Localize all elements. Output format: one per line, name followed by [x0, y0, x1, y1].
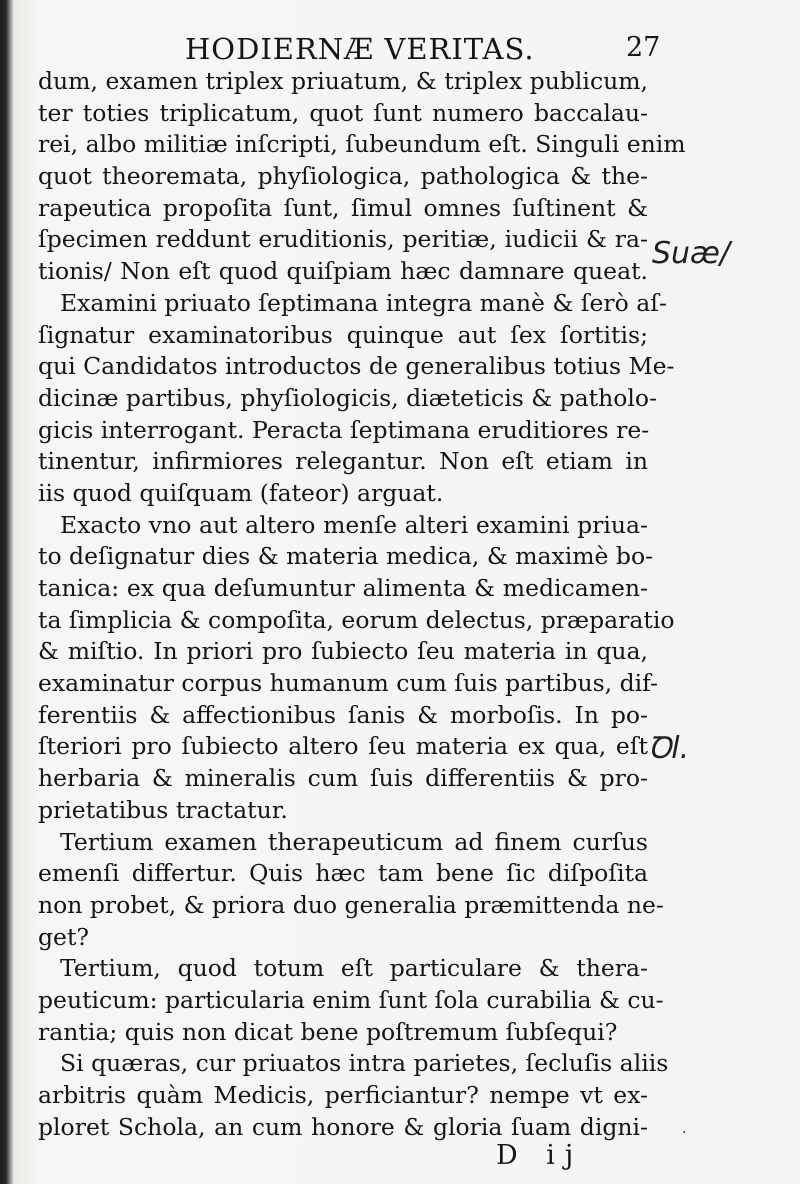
text-line: get? [38, 922, 89, 951]
text-line: emenſi differtur. Quis hæc tam bene ſic diſpoſita [38, 859, 648, 888]
text-line: peuticum: particularia enim ſunt ſola curabilia & cu- [38, 985, 664, 1014]
text-line: dicinæ partibus, phyſiologicis, diæteticis & patholo- [38, 383, 658, 412]
text-line: arbitris quàm Medicis, perficiantur? nempe vt ex- [38, 1081, 648, 1109]
text-line: examinatur corpus humanum cum ſuis partibus, dif- [38, 669, 658, 698]
text-line: ſignatur examinatoribus quinque aut ſex ſortitis; [38, 320, 648, 349]
text-line: gicis interrogant. Peracta ſeptimana eruditiores re- [38, 415, 650, 444]
text-line: ſteriori pro ſubiecto altero ſeu materia ex qua, eſt [38, 732, 648, 761]
text-line: to deſignatur dies & materia medica, & maximè bo- [38, 542, 654, 571]
margin-note-del: Ꝺl. [648, 731, 690, 766]
margin-note-sue: Suæ/ [652, 236, 731, 271]
text-line: herbaria & mineralis cum ſuis differentiis & pro- [38, 764, 648, 793]
signature-mark: D ij [496, 1140, 584, 1171]
page-number: 27 [626, 32, 661, 63]
text-line: non probet, & priora duo generalia præmittenda ne- [38, 890, 664, 919]
running-title: HODIERNÆ VERITAS. [185, 32, 535, 66]
text-line: dum, examen triplex priuatum, & triplex publicum, [38, 67, 648, 95]
text-line: ta ſimplicia & compoſita, eorum delectus, præparatio [38, 605, 675, 634]
text-line: tinentur, infirmiores relegantur. Non eſt etiam in [38, 447, 648, 476]
text-line: Tertium, quod totum eſt particulare & thera- [60, 954, 648, 983]
text-line: ferentiis & affectionibus ſanis & morboſis. In po- [38, 700, 648, 729]
text-line: tanica: ex qua deſumuntur alimenta & medicamen- [38, 574, 648, 602]
text-line: Tertium examen therapeuticum ad finem curſus [60, 827, 648, 856]
text-line: tionis/ Non eſt quod quiſpiam hæc damnare queat. [38, 257, 648, 286]
text-line: ter toties triplicatum, quot ſunt numero baccalau- [38, 98, 648, 127]
page-header [0, 30, 800, 66]
text-line: Exacto vno aut altero menſe alteri examini priua- [60, 510, 648, 539]
text-line: qui Candidatos introductos de generalibus totius Me- [38, 352, 675, 381]
text-line: prietatibus tractatur. [38, 795, 288, 824]
text-line: ſpecimen reddunt eruditionis, peritiæ, iudicii & ra- [38, 225, 648, 254]
text-line: rapeutica propoſita ſunt, ſimul omnes ſuſtinent & [38, 193, 648, 222]
text-line: ploret Schola, an cum honore & gloria ſuam digni- [38, 1112, 648, 1141]
text-line: Examini priuato ſeptimana integra manè & ſerò aſ- [60, 288, 667, 317]
text-line: rei, albo militiæ inſcripti, ſubeundum eſt. Singuli enim [38, 130, 686, 159]
text-line: iis quod quiſquam (fateor) arguat. [38, 478, 444, 507]
text-line: quot theoremata, phyſiologica, pathologica & the- [38, 162, 648, 191]
text-line: rantia; quis non dicat bene poſtremum ſubſequi? [38, 1017, 618, 1046]
text-line: & miſtio. In priori pro ſubiecto ſeu materia in qua, [38, 637, 648, 666]
stray-mark: · [682, 1125, 687, 1141]
text-line: Si quæras, cur priuatos intra parietes, ſecluſis aliis [60, 1049, 669, 1078]
